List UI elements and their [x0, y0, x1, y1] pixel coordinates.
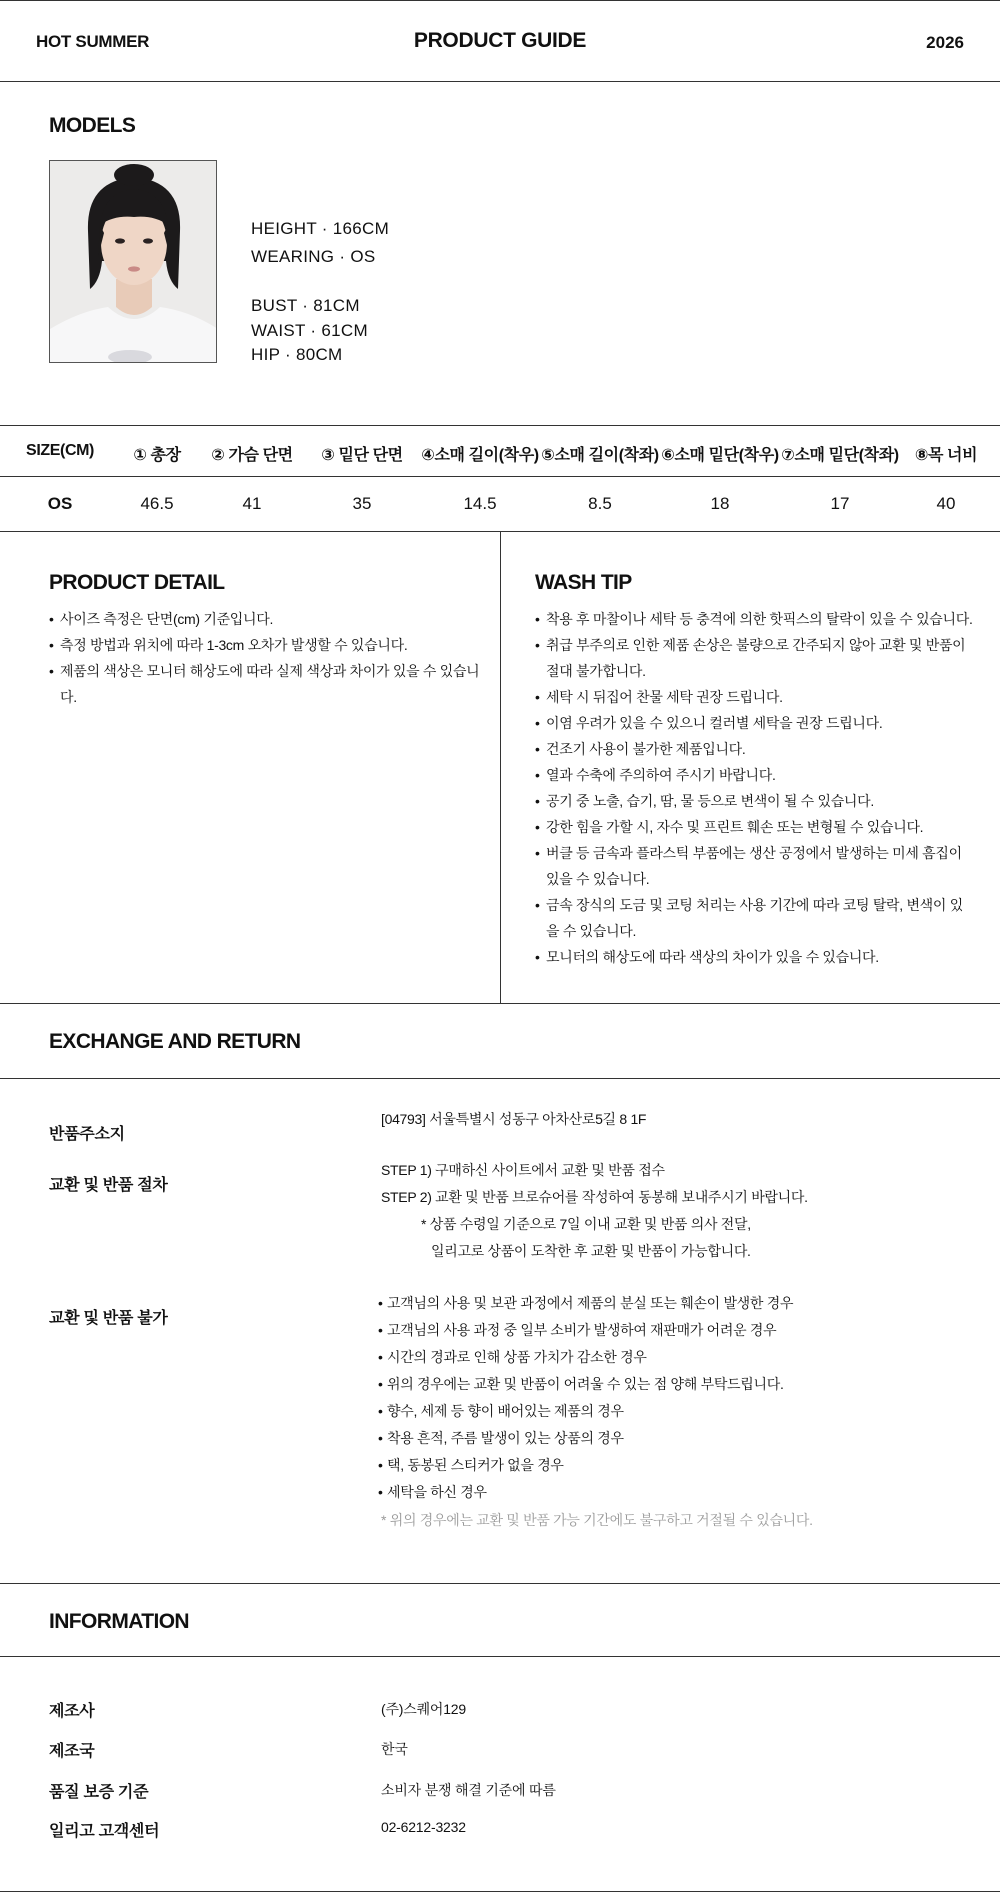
list-item: • 고객님의 사용 및 보관 과정에서 제품의 분실 또는 훼손이 발생한 경우 — [378, 1290, 978, 1317]
unavailable-list — [378, 1290, 978, 1506]
info-label-warranty: 품질 보증 기준 — [49, 1784, 149, 1801]
info-value-warranty: 소비자 분쟁 해결 기준에 따름 — [381, 1782, 556, 1798]
list-item: • 제품의 색상은 모니터 해상도에 따라 실제 색상과 차이가 있을 수 있습니다. — [49, 658, 489, 710]
unavailable-label: 교환 및 반품 불가 — [49, 1310, 168, 1327]
size-col-header: SIZE(CM) — [26, 442, 94, 459]
list-item: • 위의 경우에는 교환 및 반품이 어려울 수 있는 점 양해 부탁드립니다. — [378, 1371, 978, 1398]
list-item: • 이염 우려가 있을 수 있으니 컬러별 세탁을 권장 드립니다. — [535, 710, 975, 736]
list-item: • 금속 장식의 도금 및 코팅 처리는 사용 기간에 따라 코팅 탈락, 변색이 있을 수 있습니다. — [535, 892, 975, 944]
page-title: PRODUCT GUIDE — [413, 29, 587, 52]
size-col-header: ⑧목 너비 — [914, 447, 978, 464]
model-waist: WAIST · 61CM — [251, 321, 368, 340]
size-cell: 40 — [936, 494, 956, 513]
procedure-label: 교환 및 반품 절차 — [49, 1177, 168, 1194]
wash-tip-title: WASH TIP — [535, 571, 632, 594]
section-divider — [0, 1003, 1000, 1004]
size-col-header: ⑥소매 밑단(착우) — [661, 447, 779, 464]
list-item: • 건조기 사용이 불가한 제품입니다. — [535, 736, 975, 762]
information-title-divider — [0, 1656, 1000, 1657]
return-address-value: [04793] 서울특별시 성동구 아차산로5길 8 1F — [381, 1111, 647, 1127]
exchange-title: EXCHANGE AND RETURN — [49, 1030, 301, 1053]
info-label-country: 제조국 — [49, 1743, 95, 1760]
list-item: • 강한 힘을 가할 시, 자수 및 프린트 훼손 또는 변형될 수 있습니다. — [535, 814, 975, 840]
product-detail-list — [49, 606, 489, 710]
model-height: HEIGHT · 166CM — [251, 219, 390, 238]
info-value-manufacturer: (주)스퀘어129 — [381, 1701, 466, 1717]
size-cell: 8.5 — [588, 494, 612, 513]
list-item: • 열과 수축에 주의하여 주시기 바랍니다. — [535, 762, 975, 788]
model-photo — [49, 160, 217, 363]
product-detail-title: PRODUCT DETAIL — [49, 571, 225, 594]
list-item: • 향수, 세제 등 향이 배어있는 제품의 경우 — [378, 1398, 978, 1425]
header-divider — [0, 81, 1000, 82]
unavailable-note: * 위의 경우에는 교환 및 반품 가능 기간에도 불구하고 거절될 수 있습니다. — [381, 1512, 813, 1528]
list-item: • 취급 부주의로 인한 제품 손상은 불량으로 간주되지 않아 교환 및 반품이 절대 불가합니다. — [535, 632, 975, 684]
size-cell: 18 — [710, 494, 730, 513]
list-item: • 세탁을 하신 경우 — [378, 1479, 978, 1506]
list-item: • 측정 방법과 위치에 따라 1-3cm 오차가 발생할 수 있습니다. — [49, 632, 489, 658]
list-item: • 택, 동봉된 스티커가 없을 경우 — [378, 1452, 978, 1479]
size-table-header-divider — [0, 476, 1000, 477]
procedure-step-1: STEP 1) 구매하신 사이트에서 교환 및 반품 접수 — [381, 1162, 665, 1178]
brand-name: HOT SUMMER — [36, 32, 150, 51]
size-cell: 17 — [830, 494, 850, 513]
list-item: • 모니터의 해상도에 따라 색상의 차이가 있을 수 있습니다. — [535, 944, 975, 970]
size-col-header: ③ 밑단 단면 — [321, 447, 403, 464]
info-label-customer-center: 일리고 고객센터 — [49, 1823, 160, 1840]
exchange-title-divider — [0, 1078, 1000, 1079]
size-table-top-border — [0, 425, 1000, 426]
procedure-note: * 상품 수령일 기준으로 7일 이내 교환 및 반품 의사 전달, — [421, 1216, 751, 1232]
size-col-header: ① 총장 — [133, 447, 181, 464]
list-item: • 버클 등 금속과 플라스틱 부품에는 생산 공정에서 발생하는 미세 흠집이 있을 수 있습니다. — [535, 840, 975, 892]
list-item: • 착용 흔적, 주름 발생이 있는 상품의 경우 — [378, 1425, 978, 1452]
info-value-customer-center: 02-6212-3232 — [381, 1819, 466, 1835]
size-col-header: ⑤소매 길이(착좌) — [541, 447, 659, 464]
size-col-header: ② 가슴 단면 — [211, 447, 293, 464]
model-wearing: WEARING · OS — [251, 247, 376, 266]
detail-wash-divider — [500, 531, 501, 1004]
list-item: • 시간의 경과로 인해 상품 가치가 감소한 경우 — [378, 1344, 978, 1371]
list-item: • 세탁 시 뒤집어 찬물 세탁 권장 드립니다. — [535, 684, 975, 710]
year-label: 2026 — [926, 33, 964, 52]
model-bust: BUST · 81CM — [251, 296, 360, 315]
size-cell: 41 — [242, 494, 262, 513]
page-bottom-border — [0, 1891, 1000, 1892]
return-address-label: 반품주소지 — [49, 1126, 125, 1143]
section-divider — [0, 1583, 1000, 1584]
size-cell: OS — [47, 494, 73, 513]
size-cell: 35 — [352, 494, 372, 513]
procedure-step-2: STEP 2) 교환 및 반품 브로슈어를 작성하여 동봉해 보내주시기 바랍니다. — [381, 1189, 808, 1205]
list-item: • 착용 후 마찰이나 세탁 등 충격에 의한 핫픽스의 탈락이 있을 수 있습니다. — [535, 606, 975, 632]
list-item: • 공기 중 노출, 습기, 땀, 물 등으로 변색이 될 수 있습니다. — [535, 788, 975, 814]
wash-tip-list — [535, 606, 975, 970]
list-item: • 사이즈 측정은 단면(cm) 기준입니다. — [49, 606, 489, 632]
information-title: INFORMATION — [49, 1610, 189, 1633]
model-portrait-image — [50, 161, 217, 363]
list-item: • 고객님의 사용 과정 중 일부 소비가 발생하여 재판매가 어려운 경우 — [378, 1317, 978, 1344]
size-col-header: ④소매 길이(착우) — [421, 447, 539, 464]
size-cell: 14.5 — [463, 494, 497, 513]
model-hip: HIP · 80CM — [251, 345, 343, 364]
models-title: MODELS — [49, 114, 136, 137]
size-cell: 46.5 — [140, 494, 174, 513]
procedure-note-cont: 일리고로 상품이 도착한 후 교환 및 반품이 가능합니다. — [431, 1243, 751, 1259]
info-value-country: 한국 — [381, 1741, 408, 1757]
info-label-manufacturer: 제조사 — [49, 1703, 95, 1720]
size-col-header: ⑦소매 밑단(착좌) — [781, 447, 899, 464]
